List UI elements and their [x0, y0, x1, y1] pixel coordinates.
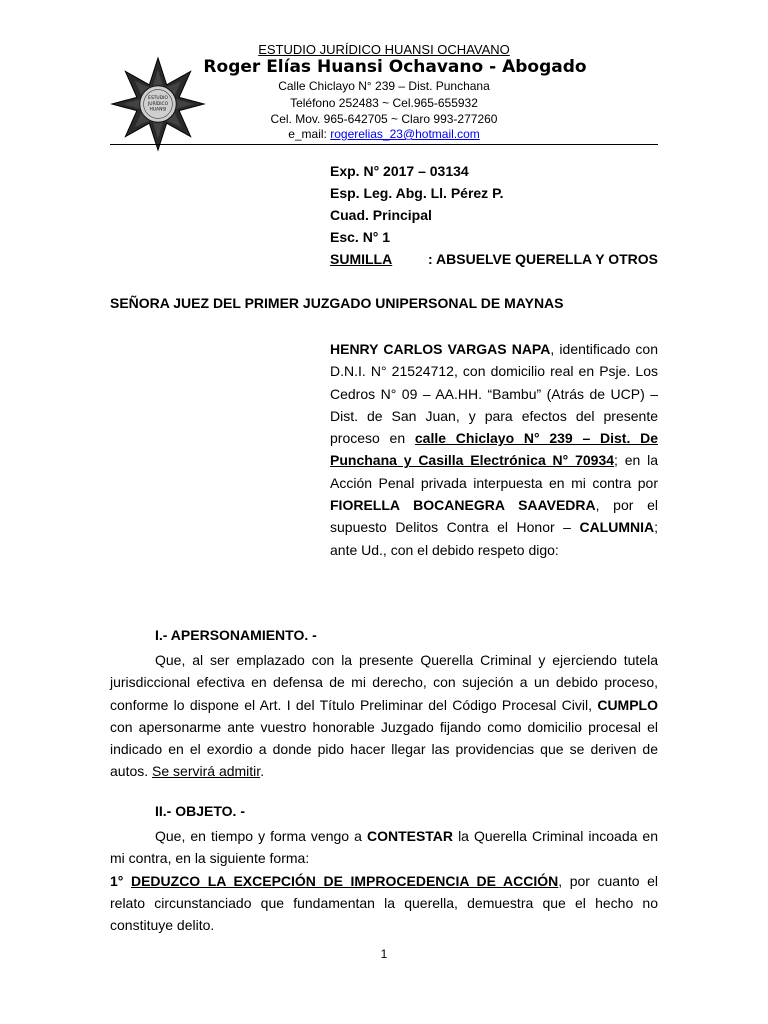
- crime-name: CALUMNIA: [579, 519, 655, 536]
- s1-underline: Se servirá admitir: [152, 763, 261, 780]
- section-objeto-title: II.- OBJETO. -: [155, 803, 245, 819]
- section-objeto-body: [110, 825, 658, 936]
- case-especialista: Esp. Leg. Abg. Ll. Pérez P.: [330, 185, 504, 201]
- header-divider: [110, 144, 658, 145]
- plaintiff-name: FIORELLA BOCANEGRA SAAVEDRA: [330, 497, 596, 514]
- email-label: e_mail:: [288, 127, 331, 141]
- intro-text-3: , por el supuesto Delitos Contra el Honor –: [330, 497, 658, 536]
- addressee-heading: SEÑORA JUEZ DEL PRIMER JUZGADO UNIPERSONAL DE MAYNAS: [110, 295, 564, 311]
- point-number: 1°: [110, 872, 124, 889]
- case-cuaderno: Cuad. Principal: [330, 207, 432, 223]
- s2-bold: CONTESTAR: [366, 828, 454, 844]
- point-title: DEDUZCO LA EXCEPCIÓN DE IMPROCEDENCIA DE ACCIÓN: [130, 872, 559, 889]
- intro-text-4: ; ante Ud., con el debido respeto digo:: [330, 519, 658, 558]
- s1-bold: CUMPLO: [597, 696, 658, 713]
- s1-text-1: Que, al ser emplazado con la presente Querella Criminal y ejerciendo tutela jurisdiccional efectiva en defensa de mi derecho, con sujeción a un debido proceso, conforme lo dispone el Art. I del Título Preliminar del Código Procesal Civil,: [110, 652, 658, 713]
- intro-paragraph: [330, 338, 658, 561]
- office-mobile: Cel. Mov. 965-642705 ~ Claro 993-277260: [270, 112, 498, 126]
- svg-text:ESTUDIO: ESTUDIO: [148, 96, 168, 102]
- office-phone: Teléfono 252483 ~ Cel.965-655932: [290, 96, 478, 110]
- case-expediente: Exp. N° 2017 – 03134: [330, 163, 469, 179]
- email-link[interactable]: rogerelias_23@hotmail.com: [330, 127, 480, 141]
- case-sumilla: [330, 251, 658, 267]
- case-escrito: Esc. N° 1: [330, 229, 391, 245]
- point-text: , por cuanto el relato circunstanciado que fundamentan la querella, demuestra que el hecho no constituye delito.: [110, 872, 659, 934]
- s1-text-3: .: [260, 763, 265, 780]
- sumilla-label: SUMILLA: [330, 251, 393, 267]
- section-apersonamiento-body: [110, 649, 658, 783]
- s2-text-1: Que, en tiempo y forma vengo a: [155, 828, 367, 844]
- lawyer-name: Roger Elías Huansi Ochavano - Abogado: [203, 57, 587, 77]
- svg-text:HUANSI: HUANSI: [149, 107, 167, 113]
- sumilla-value: : ABSUELVE QUERELLA Y OTROS: [428, 251, 658, 267]
- svg-text:JURÍDICO: JURÍDICO: [147, 101, 169, 107]
- s1-text-2: con apersonarme ante vuestro honorable Juzgado fijando como domicilio procesal el indicado en el exordio a donde pido hacer llegar las providencias que se deriven de autos.: [110, 718, 658, 780]
- section-apersonamiento-title: I.- APERSONAMIENTO. -: [155, 627, 317, 643]
- office-address: Calle Chiclayo N° 239 – Dist. Punchana: [278, 79, 490, 93]
- s2-text-2: la Querella Criminal incoada en mi contra, en la siguiente forma:: [110, 828, 658, 867]
- studio-name: ESTUDIO JURÍDICO HUANSI OCHAVANO: [258, 42, 510, 57]
- legal-address: calle Chiclayo N° 239 – Dist. De Punchana y Casilla Electrónica N° 70934: [330, 430, 658, 469]
- intro-text-2: ; en la Acción Penal privada interpuesta en mi contra por: [330, 452, 659, 491]
- office-email: [170, 127, 598, 141]
- page-number: 1: [380, 947, 388, 961]
- defendant-name: HENRY CARLOS VARGAS NAPA: [330, 341, 551, 357]
- intro-text-1: , identificado con D.N.I. N° 21524712, con domicilio real en Psje. Los Cedros N° 09 – AA.HH. “Bambu” (Atrás de UCP) – Dist. de San Juan, y para efectos del presente proceso en: [330, 341, 658, 447]
